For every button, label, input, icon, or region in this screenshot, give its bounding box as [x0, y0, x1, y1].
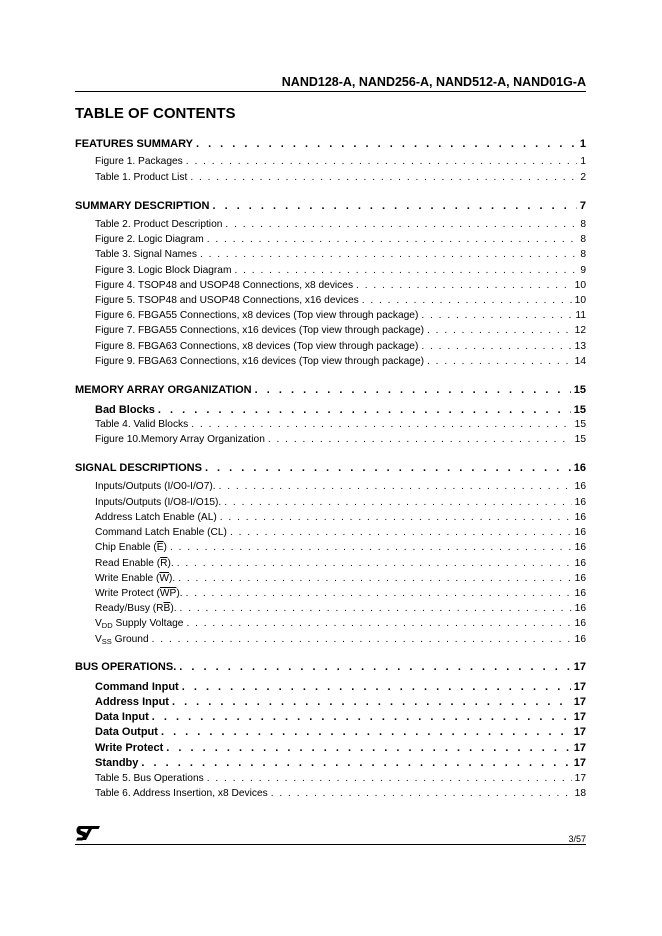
toc-entry-figure-7[interactable] — [95, 325, 586, 336]
toc-entry-title: Data Output — [95, 726, 158, 738]
toc-entry-page: 1 — [579, 138, 586, 150]
toc-entry-page: 16 — [574, 603, 586, 614]
toc-entry-title: Figure 3. Logic Block Diagram — [95, 265, 232, 276]
toc-entry-figure-4[interactable] — [95, 280, 586, 291]
toc-entry-page: 16 — [574, 588, 586, 599]
toc-entry-title: Command Input — [95, 681, 179, 693]
toc-entry-page: 17 — [573, 661, 586, 673]
st-logo-icon — [75, 825, 101, 841]
toc-entry-page: 15 — [574, 419, 586, 430]
toc-entry-page: 8 — [580, 234, 586, 245]
toc-entry-page: 11 — [575, 310, 586, 321]
toc-entry-io0-io7[interactable] — [95, 481, 586, 492]
toc-entry-page: 16 — [574, 512, 586, 523]
toc-heading: TABLE OF CONTENTS — [75, 105, 236, 122]
toc-entry-title: Figure 4. TSOP48 and USOP48 Connections, x8 devices — [95, 280, 354, 291]
toc-entry-page: 8 — [580, 249, 586, 260]
toc-entry-standby[interactable] — [95, 757, 586, 769]
toc-entry-features-summary[interactable] — [75, 138, 586, 150]
toc-entry-title: Figure 5. TSOP48 and USOP48 Connections, x16 devices — [95, 295, 359, 306]
toc-entry-title: Figure 10.Memory Array Organization — [95, 434, 265, 445]
toc-entry-page: 15 — [573, 384, 586, 396]
toc-entry-page: 16 — [574, 542, 586, 553]
toc-entry-data-input[interactable] — [95, 711, 586, 723]
toc-entry-data-output[interactable] — [95, 726, 586, 738]
page-number: 3/57 — [568, 834, 586, 844]
toc-entry-page: 10 — [574, 295, 586, 306]
toc-entry-memory-array-organization[interactable] — [75, 384, 586, 396]
toc-entry-command-latch-enable[interactable] — [95, 527, 586, 538]
header-title: NAND128-A, NAND256-A, NAND512-A, NAND01G-A — [281, 75, 586, 89]
toc-entry-command-input[interactable] — [95, 681, 586, 693]
toc-entry-title: Bad Blocks — [95, 404, 155, 416]
toc-entry-write-protect[interactable] — [95, 742, 586, 754]
toc-entry-title: Table 6. Address Insertion, x8 Devices — [95, 788, 268, 799]
toc-entry-figure-3[interactable] — [95, 265, 586, 276]
toc-entry-page: 16 — [574, 618, 586, 629]
toc-entry-table-2[interactable] — [95, 219, 586, 230]
toc-entry-figure-2[interactable] — [95, 234, 586, 245]
toc-entry-page: 15 — [574, 434, 586, 445]
toc-entry-page: 16 — [574, 481, 586, 492]
toc-entry-page: 17 — [573, 757, 586, 769]
toc-entry-title: Table 2. Product Description — [95, 219, 223, 230]
toc-entry-table-4[interactable] — [95, 419, 586, 430]
toc-entry-title: Address Latch Enable (AL) — [95, 512, 217, 523]
toc-entry-title: Ready/Busy $(R\overline{B})$. — [95, 603, 177, 614]
toc-entry-bad-blocks[interactable] — [95, 404, 586, 416]
toc-entry-figure-10[interactable] — [95, 434, 586, 445]
toc-entry-figure-9[interactable] — [95, 356, 586, 367]
toc-entry-figure-5[interactable] — [95, 295, 586, 306]
toc-entry-ready-busy[interactable] — [95, 603, 586, 614]
toc-entry-figure-8[interactable] — [95, 341, 586, 352]
toc-entry-title: Data Input — [95, 711, 149, 723]
toc-entry-page: 8 — [580, 219, 586, 230]
toc-entry-page: 9 — [580, 265, 586, 276]
toc-entry-address-latch-enable[interactable] — [95, 512, 586, 523]
toc-entry-title: $V_{SS}$ Ground — [95, 634, 149, 646]
toc-entry-page: 18 — [574, 788, 586, 799]
toc-entry-page: 17 — [573, 742, 586, 754]
toc-entry-read-enable[interactable] — [95, 558, 586, 569]
toc-entry-page: 14 — [574, 356, 586, 367]
toc-entry-page: 16 — [574, 527, 586, 538]
toc-entry-title: Figure 9. FBGA63 Connections, x16 devices (Top view through package) — [95, 356, 425, 367]
toc-entry-figure-6[interactable] — [95, 310, 586, 321]
toc-entry-title: Command Latch Enable (CL) — [95, 527, 227, 538]
toc-entry-title: FEATURES SUMMARY — [75, 138, 193, 150]
toc-entry-page: 16 — [574, 634, 586, 645]
toc-entry-title: BUS OPERATIONS. — [75, 661, 177, 673]
toc-entry-page: 16 — [574, 558, 586, 569]
toc-entry-title: Chip Enable $(\overline{E})$ — [95, 542, 167, 553]
toc-entry-title: Read Enable $(\overline{R})$. — [95, 558, 174, 569]
toc-entry-vss-ground[interactable] — [95, 634, 586, 646]
toc-entry-write-enable[interactable] — [95, 573, 586, 584]
toc-entry-page: 12 — [574, 325, 586, 336]
toc-entry-title: Inputs/Outputs (I/O0-I/O7). — [95, 481, 216, 492]
toc-entry-table-6[interactable] — [95, 788, 586, 799]
toc-entry-title: Write Protect $(\overline{WP})$. — [95, 588, 183, 599]
toc-entry-page: 17 — [573, 726, 586, 738]
toc-entry-write-protect-signal[interactable] — [95, 588, 586, 599]
toc-entry-chip-enable[interactable] — [95, 542, 586, 553]
toc-entry-summary-description[interactable] — [75, 200, 586, 212]
toc-entry-title: Figure 7. FBGA55 Connections, x16 devices (Top view through package) — [95, 325, 425, 336]
toc-entry-page: 7 — [579, 200, 586, 212]
toc-entry-bus-operations[interactable] — [75, 661, 586, 673]
toc-entry-title: Write Protect — [95, 742, 164, 754]
toc-entry-page: 16 — [574, 573, 586, 584]
toc-entry-vdd-supply[interactable] — [95, 618, 586, 630]
toc-entry-title: Table 3. Signal Names — [95, 249, 197, 260]
toc-entry-title: Figure 6. FBGA55 Connections, x8 devices (Top view through package) — [95, 310, 419, 321]
toc-entry-page: 10 — [574, 280, 586, 291]
toc-entry-page: 17 — [573, 681, 586, 693]
toc-entry-page: 17 — [573, 711, 586, 723]
toc-entry-title: SUMMARY DESCRIPTION — [75, 200, 210, 212]
toc-entry-title: Table 4. Valid Blocks — [95, 419, 189, 430]
toc-entry-title: Table 5. Bus Operations — [95, 773, 204, 784]
toc-entry-table-3[interactable] — [95, 249, 586, 260]
toc-entry-signal-descriptions[interactable] — [75, 462, 586, 474]
toc-entry-title: MEMORY ARRAY ORGANIZATION — [75, 384, 252, 396]
toc-entry-page: 13 — [574, 341, 586, 352]
toc-entry-title: SIGNAL DESCRIPTIONS — [75, 462, 202, 474]
toc-entry-page: 1 — [580, 156, 586, 167]
toc-entry-page: 2 — [580, 172, 586, 183]
toc-entry-title: Figure 8. FBGA63 Connections, x8 devices (Top view through package) — [95, 341, 419, 352]
toc-entry-table-5[interactable] — [95, 773, 586, 784]
header-rule — [75, 91, 586, 92]
toc-entry-title: Figure 2. Logic Diagram — [95, 234, 204, 245]
toc-entry-page: 17 — [573, 696, 586, 708]
toc-entry-page: 15 — [573, 404, 586, 416]
toc-entry-page: 17 — [574, 773, 586, 784]
toc-entry-title: Figure 1. Packages — [95, 156, 183, 167]
toc-entry-table-1[interactable] — [95, 172, 586, 183]
toc-entry-figure-1[interactable] — [95, 156, 586, 167]
toc-entry-title: Standby — [95, 757, 139, 769]
toc-entry-title: Table 1. Product List — [95, 172, 188, 183]
toc-entry-io8-io15[interactable] — [95, 497, 586, 508]
toc-entry-page: 16 — [574, 497, 586, 508]
toc-entry-title: $V_{DD}$ Supply Voltage — [95, 618, 184, 630]
toc-entry-title: Write Enable $(\overline{W})$. — [95, 573, 176, 584]
footer-rule — [75, 844, 586, 845]
toc-entry-address-input[interactable] — [95, 696, 586, 708]
toc-entry-title: Inputs/Outputs (I/O8-I/O15). — [95, 497, 222, 508]
toc-entry-page: 16 — [573, 462, 586, 474]
toc-entry-title: Address Input — [95, 696, 169, 708]
